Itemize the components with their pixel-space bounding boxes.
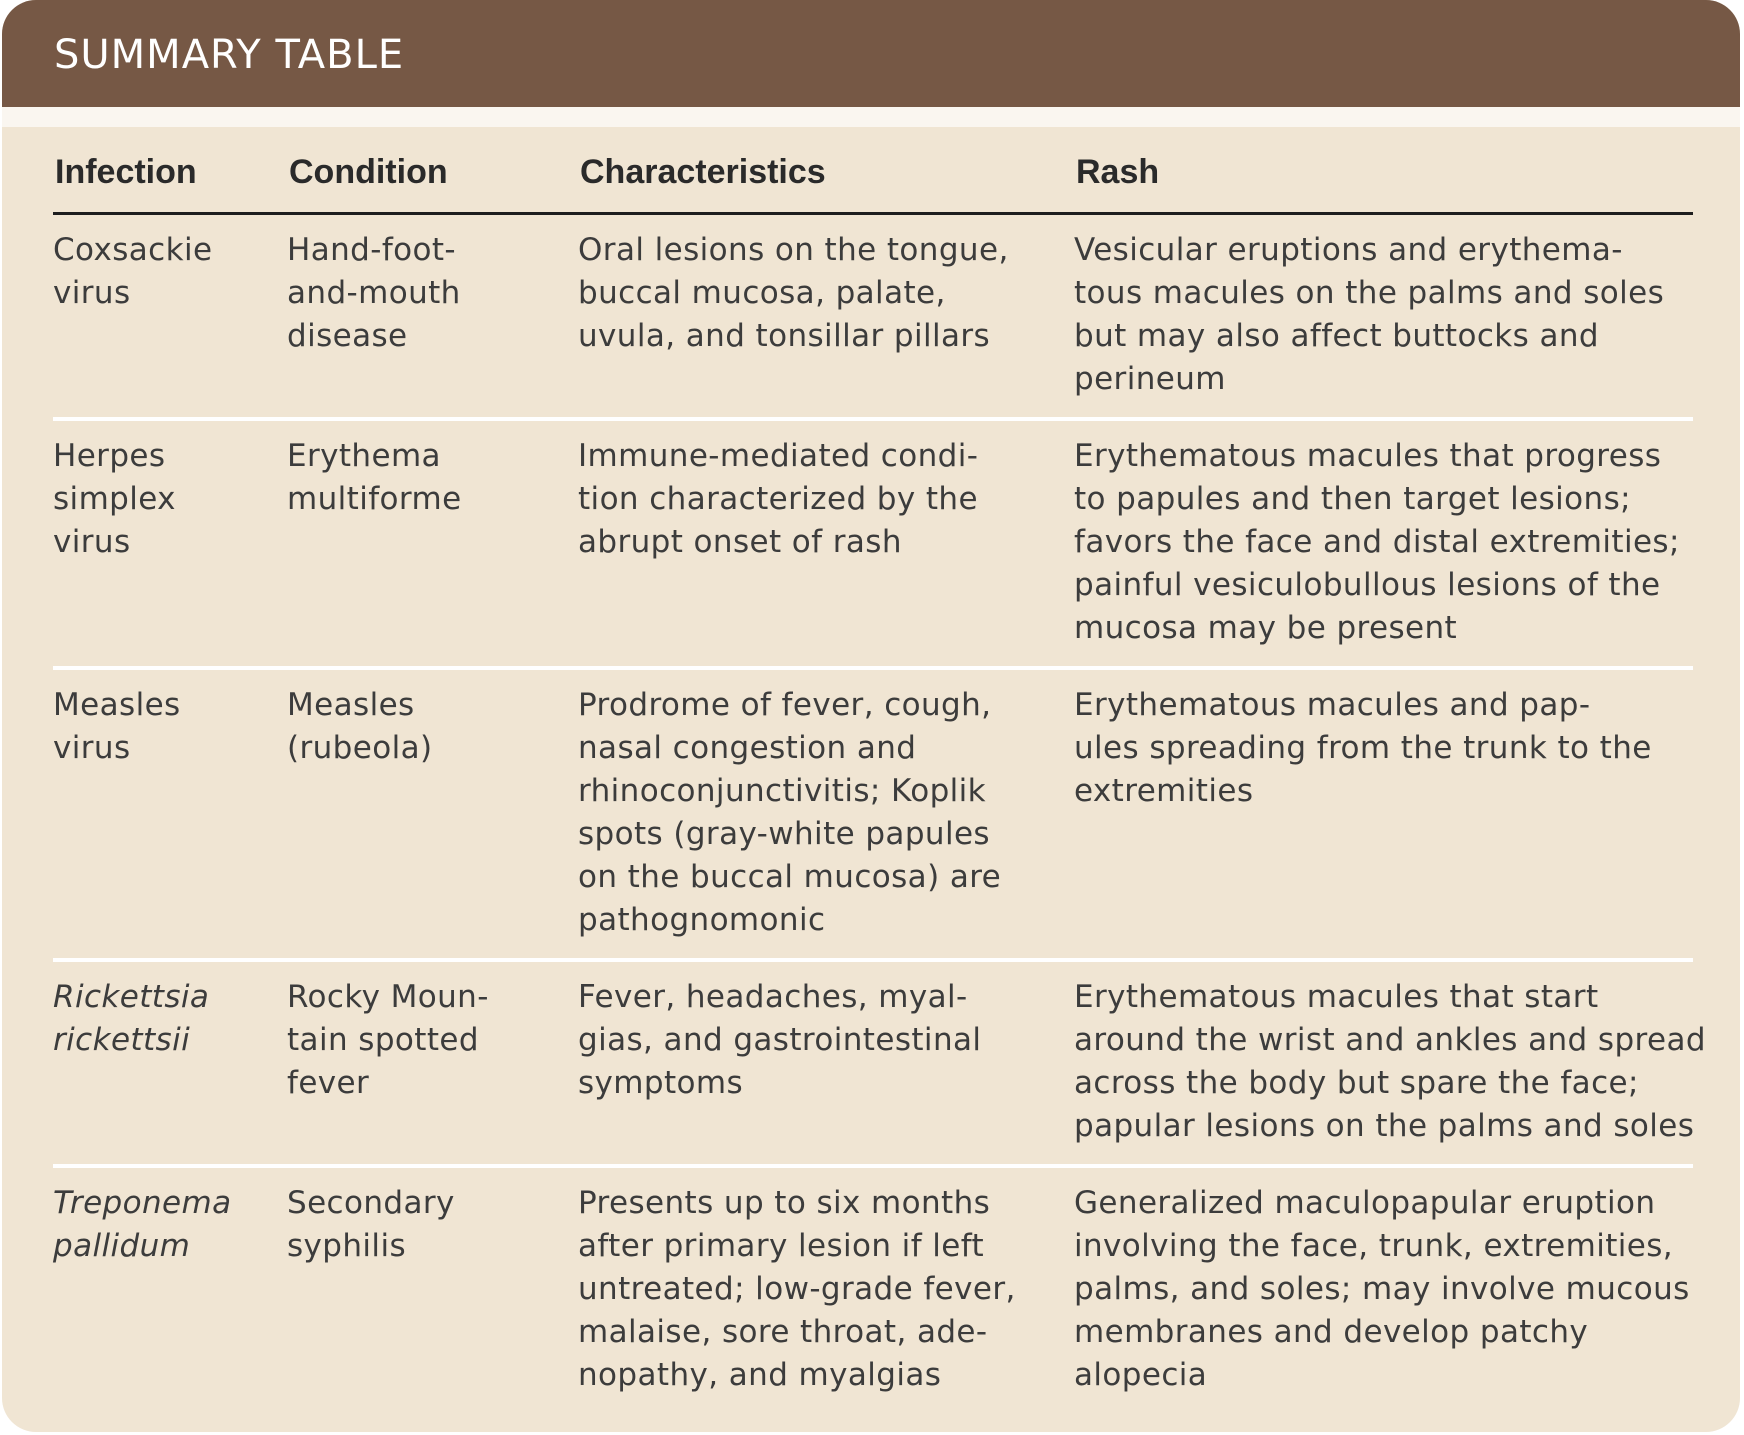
cell-line: simplex xyxy=(53,481,176,517)
cell-line: on the buccal mucosa) are xyxy=(578,859,1002,895)
cell-line: palms, and soles; may involve mucous xyxy=(1074,1271,1690,1307)
cell-line: Treponema xyxy=(53,1185,232,1221)
cell-line: syphilis xyxy=(287,1228,407,1264)
cell-line: pathognomonic xyxy=(578,902,826,938)
infection-cell xyxy=(53,960,287,1166)
summary-table-card xyxy=(2,0,1740,1432)
condition-cell xyxy=(287,419,578,668)
condition-cell xyxy=(287,1166,578,1413)
condition-cell xyxy=(287,214,578,420)
cell-line: membranes and develop patchy xyxy=(1074,1314,1589,1350)
cell-line: painful vesiculobullous lesions of the xyxy=(1074,567,1661,603)
rash-cell xyxy=(1074,668,1693,960)
header-row xyxy=(53,148,1693,214)
infection-cell xyxy=(53,1166,287,1413)
cell-line: Fever, headaches, myal- xyxy=(578,979,968,1015)
cell-line: and-mouth xyxy=(287,275,461,311)
rash-cell xyxy=(1074,960,1706,1166)
cell-line: Rickettsia xyxy=(53,979,210,1015)
cell-line: perineum xyxy=(1074,361,1226,397)
characteristics-cell xyxy=(578,1166,1074,1413)
cell-line: (rubeola) xyxy=(287,730,433,766)
cell-line: Erythematous macules and pap- xyxy=(1074,687,1591,723)
cell-line: virus xyxy=(53,524,131,560)
rash-cell xyxy=(1074,419,1693,668)
table-row xyxy=(53,960,1693,1166)
cell-line: Rocky Moun- xyxy=(287,979,489,1015)
cell-line: rhinoconjunctivitis; Koplik xyxy=(578,773,987,809)
summary-table xyxy=(53,148,1706,1413)
cell-line: multiforme xyxy=(287,481,462,517)
cell-line: but may also affect buttocks and xyxy=(1074,318,1599,354)
cell-line: tain spotted xyxy=(287,1022,479,1058)
characteristics-cell xyxy=(578,668,1074,960)
characteristics-cell xyxy=(578,214,1074,420)
cell-line: virus xyxy=(53,275,131,311)
cell-line: nopathy, and myalgias xyxy=(578,1357,942,1393)
column-header-rash: Rash xyxy=(1074,148,1693,214)
cell-line: symptoms xyxy=(578,1065,744,1101)
cell-line: tous macules on the palms and soles xyxy=(1074,275,1665,311)
cell-line: Immune-mediated condi- xyxy=(578,438,979,474)
cell-line: around the wrist and ankles and spread xyxy=(1074,1022,1706,1058)
cell-line: ules spreading from the trunk to the xyxy=(1074,730,1652,766)
cell-line: Prodrome of fever, cough, xyxy=(578,687,992,723)
cell-line: alopecia xyxy=(1074,1357,1208,1393)
cell-line: Secondary xyxy=(287,1185,455,1221)
cell-line: across the body but spare the face; xyxy=(1074,1065,1639,1101)
characteristics-cell xyxy=(578,419,1074,668)
table-row xyxy=(53,214,1693,420)
table-body xyxy=(53,214,1706,1414)
cell-line: extremities xyxy=(1074,773,1254,809)
cell-line: pallidum xyxy=(53,1228,191,1264)
cell-line: Coxsackie xyxy=(53,232,213,268)
infection-cell xyxy=(53,214,287,420)
characteristics-cell xyxy=(578,960,1074,1166)
rash-cell xyxy=(1074,1166,1693,1413)
cell-line: Erythematous macules that progress xyxy=(1074,438,1662,474)
cell-line: Erythematous macules that start xyxy=(1074,979,1599,1015)
cell-line: papular lesions on the palms and soles xyxy=(1074,1108,1695,1144)
cell-line: buccal mucosa, palate, xyxy=(578,275,946,311)
cell-line: Generalized maculopapular eruption xyxy=(1074,1185,1656,1221)
cell-line: mucosa may be present xyxy=(1074,610,1458,646)
rash-cell xyxy=(1074,214,1693,420)
cell-line: fever xyxy=(287,1065,370,1101)
cell-line: disease xyxy=(287,318,408,354)
cell-line: Presents up to six months xyxy=(578,1185,991,1221)
cell-line: involving the face, trunk, extremities, xyxy=(1074,1228,1674,1264)
condition-cell xyxy=(287,668,578,960)
cell-line: uvula, and tonsillar pillars xyxy=(578,318,991,354)
cell-line: after primary lesion if left xyxy=(578,1228,985,1264)
table-row xyxy=(53,668,1693,960)
cell-line: Vesicular eruptions and erythema- xyxy=(1074,232,1623,268)
infection-cell xyxy=(53,419,287,668)
cell-line: favors the face and distal extremities; xyxy=(1074,524,1680,560)
infection-cell xyxy=(53,668,287,960)
table-row xyxy=(53,419,1693,668)
cell-line: malaise, sore throat, ade- xyxy=(578,1314,988,1350)
cell-line: rickettsii xyxy=(53,1022,191,1058)
cell-line: Herpes xyxy=(53,438,166,474)
cell-line: spots (gray-white papules xyxy=(578,816,990,852)
column-header-condition: Condition xyxy=(287,148,578,214)
cell-line: nasal congestion and xyxy=(578,730,917,766)
cell-line: abrupt onset of rash xyxy=(578,524,902,560)
cell-line: Measles xyxy=(287,687,415,723)
cell-line: Hand-foot- xyxy=(287,232,457,268)
title-bar xyxy=(2,0,1740,127)
cell-line: untreated; low-grade fever, xyxy=(578,1271,1016,1307)
cell-line: Oral lesions on the tongue, xyxy=(578,232,1009,268)
cell-line: virus xyxy=(53,730,131,766)
cell-line: to papules and then target lesions; xyxy=(1074,481,1631,517)
column-header-characteristics: Characteristics xyxy=(578,148,1074,214)
cell-line: Erythema xyxy=(287,438,441,474)
cell-line: gias, and gastrointestinal xyxy=(578,1022,982,1058)
cell-line: tion characterized by the xyxy=(578,481,978,517)
table-title: SUMMARY TABLE xyxy=(54,32,405,78)
table-row xyxy=(53,1166,1693,1413)
cell-line: Measles xyxy=(53,687,181,723)
condition-cell xyxy=(287,960,578,1166)
column-header-infection: Infection xyxy=(53,148,287,214)
